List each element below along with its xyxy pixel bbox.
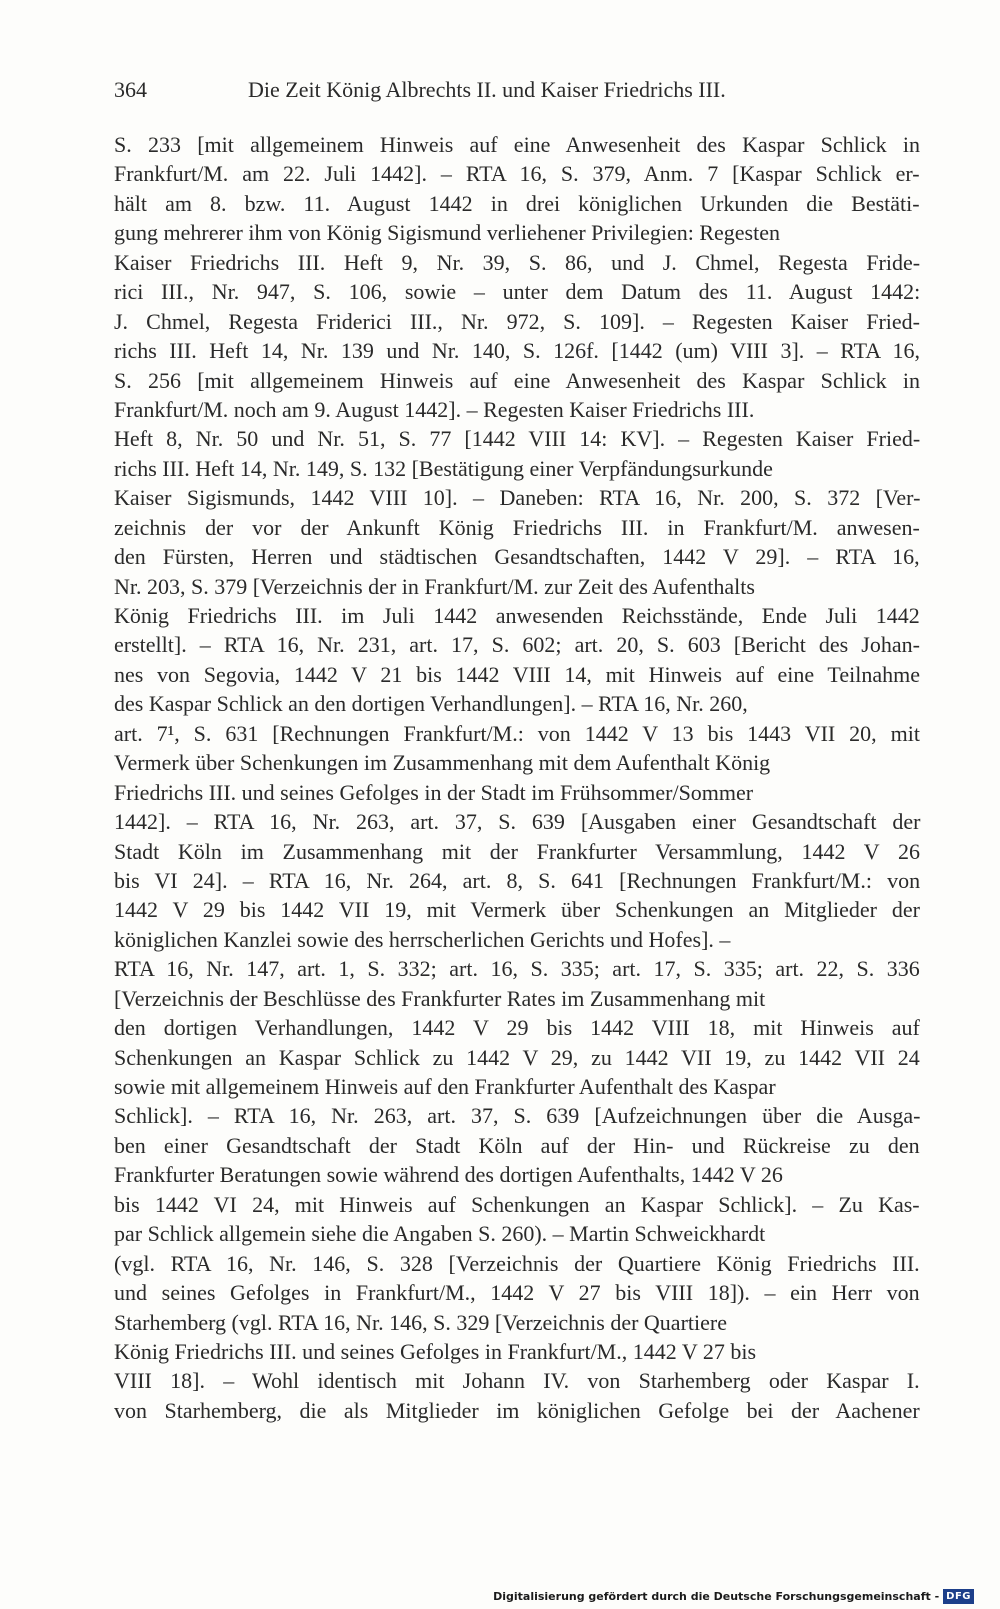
text-line: König Friedrichs III. und seines Gefolges in Frankfurt/M., 1442 V 27 bis — [114, 1338, 757, 1364]
text-line: Kaiser Friedrichs III. Heft 9, Nr. 39, S. 86, und J. Chmel, Regesta Fride- — [114, 249, 921, 275]
text-line: bis 1442 VI 24, mit Hinweis auf Schenkungen an Kaspar Schlick]. – Zu Kas- — [114, 1191, 920, 1217]
text-line: Schlick]. – RTA 16, Nr. 263, art. 37, S. 639 [Aufzeichnungen über die Ausga- — [114, 1103, 921, 1129]
text-line: Friedrichs III. und seines Gefolges in der Stadt im Frühsommer/Sommer — [114, 779, 754, 805]
text-line: S. 233 [mit allgemeinem Hinweis auf eine Anwesenheit des Kaspar Schlick in — [114, 132, 920, 157]
text-line: nes von Segovia, 1442 V 21 bis 1442 VIII 14, mit Hinweis auf eine Teilnahme — [114, 661, 920, 687]
text-line: S. 256 [mit allgemeinem Hinweis auf eine Anwesenheit des Kaspar Schlick in — [114, 367, 920, 393]
text-line: 1442 V 29 bis 1442 VII 19, mit Vermerk über Schenkungen an Mitglieder der — [114, 897, 920, 923]
text-line: den Fürsten, Herren und städtischen Gesandtschaften, 1442 V 29]. – RTA 16, — [114, 544, 920, 570]
text-line: art. 7¹, S. 631 [Rechnungen Frankfurt/M.: von 1442 V 13 bis 1443 VII 20, mit — [114, 720, 920, 746]
text-line: König Friedrichs III. im Juli 1442 anwesenden Reichsstände, Ende Juli 1442 — [114, 603, 920, 628]
text-line: Frankfurt/M. noch am 9. August 1442]. – Regesten Kaiser Friedrichs III. — [114, 396, 755, 422]
text-line: ben einer Gesandtschaft der Stadt Köln auf der Hin- und Rückreise zu den — [114, 1132, 920, 1158]
text-line: königlichen Kanzlei sowie des herrscherlichen Gerichts und Hofes]. – — [114, 926, 731, 952]
text-line: sowie mit allgemeinem Hinweis auf den Frankfurter Aufenthalt des Kaspar — [114, 1074, 776, 1099]
dfg-logo-icon: DFG — [943, 1589, 974, 1604]
running-head — [114, 74, 914, 106]
text-line: J. Chmel, Regesta Friderici III., Nr. 972, S. 109]. – Regesten Kaiser Fried- — [114, 308, 920, 334]
text-line: Vermerk über Schenkungen im Zusammenhang mit dem Aufenthalt König — [114, 750, 771, 776]
text-line: Stadt Köln im Zusammenhang mit der Frankfurter Versammlung, 1442 V 26 — [114, 838, 920, 864]
text-line: hält am 8. bzw. 11. August 1442 in drei königlichen Urkunden die Bestäti- — [114, 190, 920, 216]
page-number: 364 — [114, 77, 147, 102]
text-line: bis VI 24]. – RTA 16, Nr. 264, art. 8, S. 641 [Rechnungen Frankfurt/M.: von — [114, 867, 921, 893]
text-line: erstellt]. – RTA 16, Nr. 231, art. 17, S. 602; art. 20, S. 603 [Bericht des Johan- — [114, 632, 920, 658]
text-line: des Kaspar Schlick an den dortigen Verhandlungen]. – RTA 16, Nr. 260, — [114, 691, 748, 717]
text-line: Kaiser Sigismunds, 1442 VIII 10]. – Daneben: RTA 16, Nr. 200, S. 372 [Ver- — [114, 485, 921, 511]
text-line: par Schlick allgemein siehe die Angaben S. 260). – Martin Schweickhardt — [114, 1221, 766, 1247]
text-line: 1442]. – RTA 16, Nr. 263, art. 37, S. 639 [Ausgaben einer Gesandtschaft der — [114, 809, 921, 835]
credit-text: Digitalisierung gefördert durch die Deutsche Forschungsgemeinschaft - — [493, 1589, 940, 1603]
text-line: Nr. 203, S. 379 [Verzeichnis der in Frankfurt/M. zur Zeit des Aufenthalts — [114, 573, 755, 599]
text-line: [Verzeichnis der Beschlüsse des Frankfurter Rates im Zusammenhang mit — [114, 985, 766, 1011]
text-line: Heft 8, Nr. 50 und Nr. 51, S. 77 [1442 VIII 14: KV]. – Regesten Kaiser Fried- — [114, 426, 921, 452]
text-line: RTA 16, Nr. 147, art. 1, S. 332; art. 16, S. 335; art. 17, S. 335; art. 22, S. 336 — [114, 956, 920, 982]
digitization-credit — [493, 1587, 974, 1605]
text-line: den dortigen Verhandlungen, 1442 V 29 bis 1442 VIII 18, mit Hinweis auf — [114, 1015, 920, 1041]
text-line: gung mehrerer ihm von König Sigismund verliehener Privilegien: Regesten — [114, 220, 780, 246]
text-line: Starhemberg (vgl. RTA 16, Nr. 146, S. 329 [Verzeichnis der Quartiere — [114, 1309, 727, 1335]
running-title: Die Zeit König Albrechts II. und Kaiser Friedrichs III. — [248, 77, 726, 102]
text-line: richs III. Heft 14, Nr. 149, S. 132 [Bestätigung einer Verpfändungsurkunde — [114, 455, 773, 481]
text-line: Schenkungen an Kaspar Schlick zu 1442 V 29, zu 1442 VII 19, zu 1442 VII 24 — [114, 1044, 920, 1070]
text-line: richs III. Heft 14, Nr. 139 und Nr. 140, S. 126f. [1442 (um) VIII 3]. – RTA 16, — [114, 338, 920, 364]
text-line: (vgl. RTA 16, Nr. 146, S. 328 [Verzeichnis der Quartiere König Friedrichs III. — [114, 1250, 920, 1276]
text-line: rici III., Nr. 947, S. 106, sowie – unter dem Datum des 11. August 1442: — [114, 279, 921, 305]
text-line: von Starhemberg, die als Mitglieder im königlichen Gefolge bei der Aachener — [114, 1397, 920, 1423]
text-line: und seines Gefolges in Frankfurt/M., 1442 V 27 bis VIII 18]). – ein Herr von — [114, 1280, 920, 1306]
text-line: Frankfurt/M. am 22. Juli 1442]. – RTA 16, S. 379, Anm. 7 [Kaspar Schlick er- — [114, 161, 920, 187]
footnote-text-block — [114, 130, 920, 1425]
text-line: VIII 18]. – Wohl identisch mit Johann IV. von Starhemberg oder Kaspar I. — [114, 1368, 920, 1394]
text-line: zeichnis der vor der Ankunft König Friedrichs III. in Frankfurt/M. anwesen- — [114, 514, 920, 540]
text-line: Frankfurter Beratungen sowie während des dortigen Aufenthalts, 1442 V 26 — [114, 1162, 783, 1188]
